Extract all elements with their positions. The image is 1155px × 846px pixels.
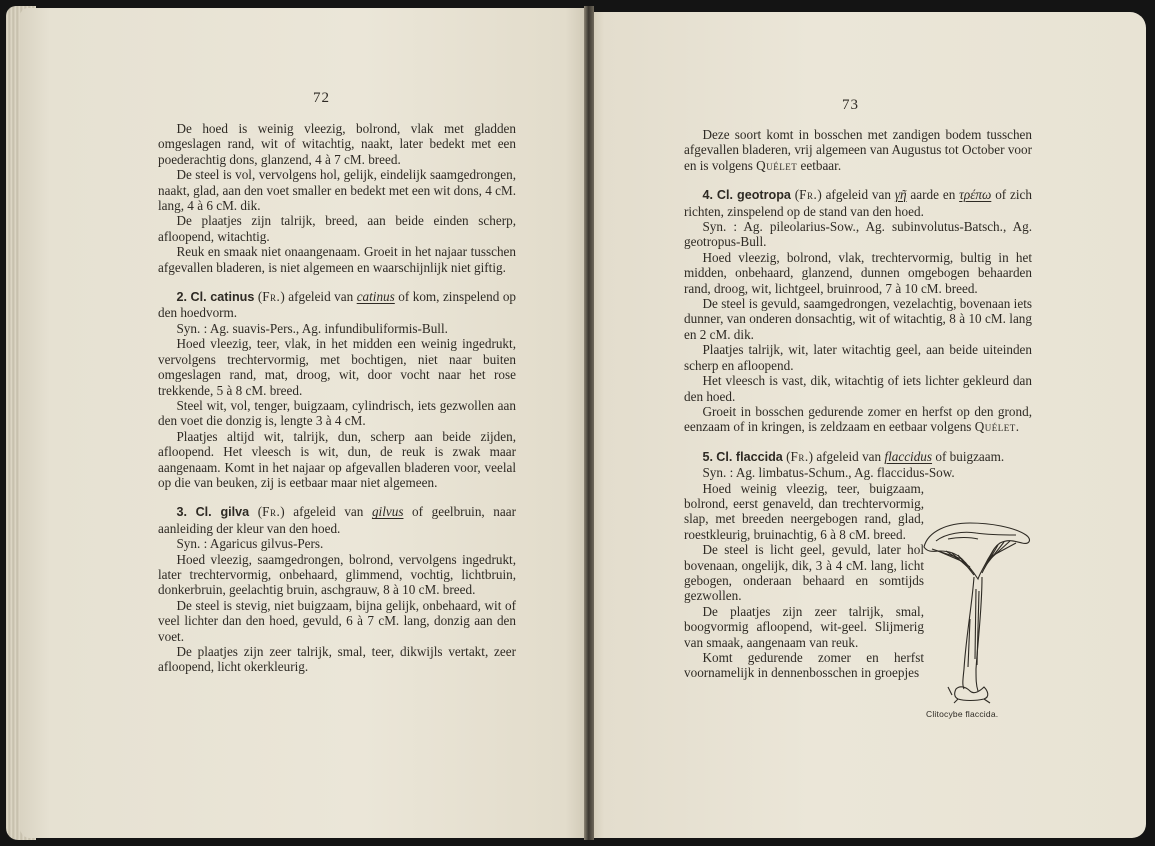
paragraph (158, 213, 516, 244)
species-name: Cl. flaccida (716, 449, 783, 464)
text-run: ) afgeleid van (280, 504, 372, 520)
paragraph (158, 644, 516, 675)
text-run: Plaatjes talrijk, wit, later witachtig geel, aan beide uiteinden scherp en afloopend. (684, 342, 1032, 373)
entry-number: 5. (702, 449, 713, 464)
paragraph (158, 321, 516, 336)
page-number: 72 (313, 90, 330, 106)
text-run: Komt gedurende zomer en herfst voornamelijk in dennenbosschen in groepjes (684, 650, 924, 681)
text-run: Plaatjes altijd wit, talrijk, dun, scherp aan beide zijden, afloopend. Het vleesch is wit, dun, de reuk is zwak maar aangenaam. Komt in het najaar op afgevallen bladeren voor, veelal op die van beuken, zij is eetbaar maar niet algemeen. (158, 428, 516, 490)
text-run: γῆ (894, 187, 907, 203)
text-run: Syn. : Ag. suavis-Pers., Ag. infundibuliformis-Bull. (176, 320, 448, 336)
paragraph (158, 336, 516, 398)
text-run: De plaatjes zijn zeer talrijk, smal, boogvormig afloopend, wit-geel. Slijmerig van smaak, aangenaam van reuk. (684, 603, 924, 650)
paragraph (158, 398, 516, 429)
text-run: of geelbruin, naar aanleiding der kleur van den hoed. (158, 504, 516, 536)
text-run: Fr. (790, 448, 809, 464)
right-page (590, 12, 1146, 838)
text-run: De hoed is weinig vleezig, bolrond, vlak met gladden omgeslagen rand, wit of witachtig, naakt, later bedekt met een poederachtig dons, glanzend, 4 à 7 cM. breed. (158, 121, 516, 167)
text-run: of zich richten, zinspelend op de stand van den hoed. (684, 187, 1033, 219)
text-run: Hoed vleezig, teer, vlak, in het midden een weinig ingedrukt, vervolgens trechtervormig, met bochtigen, niet naar buiten omgeslagen rand, mat, droog, wit, door vocht naar het rose trekkende, 5 à 8 cM. breed. (158, 336, 516, 398)
species-name: Cl. gilva (195, 505, 250, 520)
left-page-text (158, 121, 516, 675)
paragraph (684, 127, 1032, 173)
text-run: of kom, zinspelend op den hoedvorm. (158, 289, 517, 321)
text-run: ( (254, 289, 263, 305)
text-run: τρέπω (959, 187, 992, 203)
text-run: De steel is vol, vervolgens hol, gelijk, eindelijk saamgedrongen, naakt, glad, aan den voet smaller en bedekt met een wit dons, 4 cM. lang, 4 à 6 cM. dik. (158, 167, 516, 214)
paragraph (158, 536, 516, 551)
text-run: of buigzaam. (932, 448, 1005, 464)
paragraph (684, 296, 1032, 342)
paragraph (684, 481, 924, 543)
paragraph (684, 187, 1032, 219)
paragraph (158, 429, 516, 491)
text-run: ( (249, 504, 263, 520)
figure-caption: Clitocybe flaccida. (926, 709, 999, 719)
text-run: ( (790, 187, 800, 203)
paragraph (684, 449, 1032, 465)
text-run: Quélet (756, 157, 798, 173)
text-run: ) afgeleid van (280, 289, 357, 305)
paragraph (158, 598, 516, 644)
text-run: flaccidus (884, 448, 933, 464)
paragraph (684, 604, 924, 650)
text-run: . (1015, 419, 1020, 435)
text-run: De plaatjes zijn talrijk, breed, aan beide einden scherp, afloopend, witachtig. (158, 213, 516, 244)
paragraph (158, 289, 516, 321)
paragraph (158, 504, 516, 536)
book-gutter (584, 6, 594, 840)
text-run: Hoed vleezig, saamgedrongen, bolrond, vervolgens ingedrukt, later trechtervormig, onbehaard, glimmend, vochtig, lichtbruin, donkerbruin, geelachtig bruin, aschgrauw, 8 à 10 cM. breed. (158, 551, 516, 598)
text-run: Fr. (262, 289, 281, 305)
paragraph-gap (684, 435, 1032, 449)
entry-number: 3. (176, 505, 187, 520)
paragraph (684, 542, 924, 604)
text-run: Reuk en smaak niet onaangenaam. Groeit in het najaar tusschen afgevallen bladeren, is niet algemeen en waarschijnlijk niet giftig. (158, 244, 516, 275)
paragraph (684, 404, 1032, 435)
text-run: Steel wit, vol, tenger, buigzaam, cylindrisch, iets gezwollen aan den voet die donzig is, lengte 3 à 4 cM. (158, 397, 516, 429)
text-run: Fr. (799, 187, 818, 203)
text-run (187, 504, 196, 519)
paragraph (684, 465, 1032, 480)
text-run: Het vleesch is vast, dik, witachtig of iets lichter gekleurd dan den hoed. (684, 373, 1032, 404)
paragraph (684, 373, 1032, 404)
species-name: Cl. geotropa (716, 188, 791, 203)
text-run: Syn. : Agaricus gilvus-Pers. (176, 536, 324, 552)
paragraph (684, 342, 1032, 373)
entry-number: 4. (702, 188, 713, 203)
text-run: De plaatjes zijn zeer talrijk, smal, teer, dikwijls vertakt, zeer afloopend, licht okerkleurig. (158, 644, 516, 675)
text-run: eetbaar. (797, 157, 842, 173)
species-name: Cl. catinus (190, 290, 255, 305)
text-run: aarde en (906, 187, 960, 203)
text-run: De steel is gevuld, saamgedrongen, vezelachtig, bovenaan iets dunner, van onderen donsachtig, wit of witachtig, 8 à 10 cM. lang en 2 cM. dik. (684, 296, 1032, 342)
text-run: Groeit in bosschen gedurende zomer en herfst op den grond, eenzaam of in kringen, is zeldzaam en eetbaar volgens (684, 403, 1032, 435)
paragraph (158, 244, 516, 275)
paragraph (158, 167, 516, 213)
page-number: 73 (842, 97, 859, 113)
left-page (20, 8, 588, 838)
text-run: Hoed vleezig, bolrond, vlak, trechtervormig, bultig in het midden, onbehaard, glanzend, dunnen omgebogen behaarden rand, droog, wit, lichtgeel, bruinrood, 7 à 10 cM. breed. (684, 249, 1032, 296)
text-run: catinus (356, 289, 395, 305)
paragraph (684, 650, 924, 681)
paragraph-gap (158, 275, 516, 289)
text-run: De steel is licht geel, gevuld, later hol bovenaan, ongelijk, dik, 3 à 4 cM. lang, licht gebogen, onderaan behaard en somtijds gezwollen. (684, 542, 924, 604)
text-run: Deze soort komt in bosschen met zandigen bodem tusschen afgevallen bladeren, vrij algemeen van Augustus tot October voor en is volgens (684, 127, 1032, 173)
text-run: Fr. (262, 504, 281, 520)
text-run: De steel is stevig, niet buigzaam, bijna gelijk, onbehaard, wit of veel lichter dan den hoed, gevuld, 6 à 7 cM. lang, donzig aan den voet. (158, 597, 516, 644)
text-run: Syn. : Ag. limbatus-Schum., Ag. flaccidus-Sow. (702, 465, 955, 481)
paragraph (158, 121, 516, 167)
mushroom-illustration-icon (918, 509, 1036, 705)
text-run: Quélet (974, 419, 1016, 435)
text-run: ) afgeleid van (817, 187, 895, 203)
text-run: ( (782, 448, 791, 464)
text-run: ) afgeleid van (808, 448, 885, 464)
paragraph (158, 552, 516, 598)
paragraph (684, 219, 1032, 250)
paragraph-gap (158, 490, 516, 504)
entry-number: 2. (176, 290, 187, 305)
paragraph (684, 250, 1032, 296)
text-run: Syn. : Ag. pileolarius-Sow., Ag. subinvolutus-Batsch., Ag. geotropus-Bull. (684, 219, 1032, 250)
paragraph-gap (684, 173, 1032, 187)
text-run: Hoed weinig vleezig, teer, buigzaam, bolrond, eerst genaveld, dan trechtervormig, slap, met breeden neergebogen rand, glad, roestkleurig, bruinachtig, 6 à 8 cM. breed. (684, 480, 924, 542)
text-run: gilvus (371, 504, 404, 520)
